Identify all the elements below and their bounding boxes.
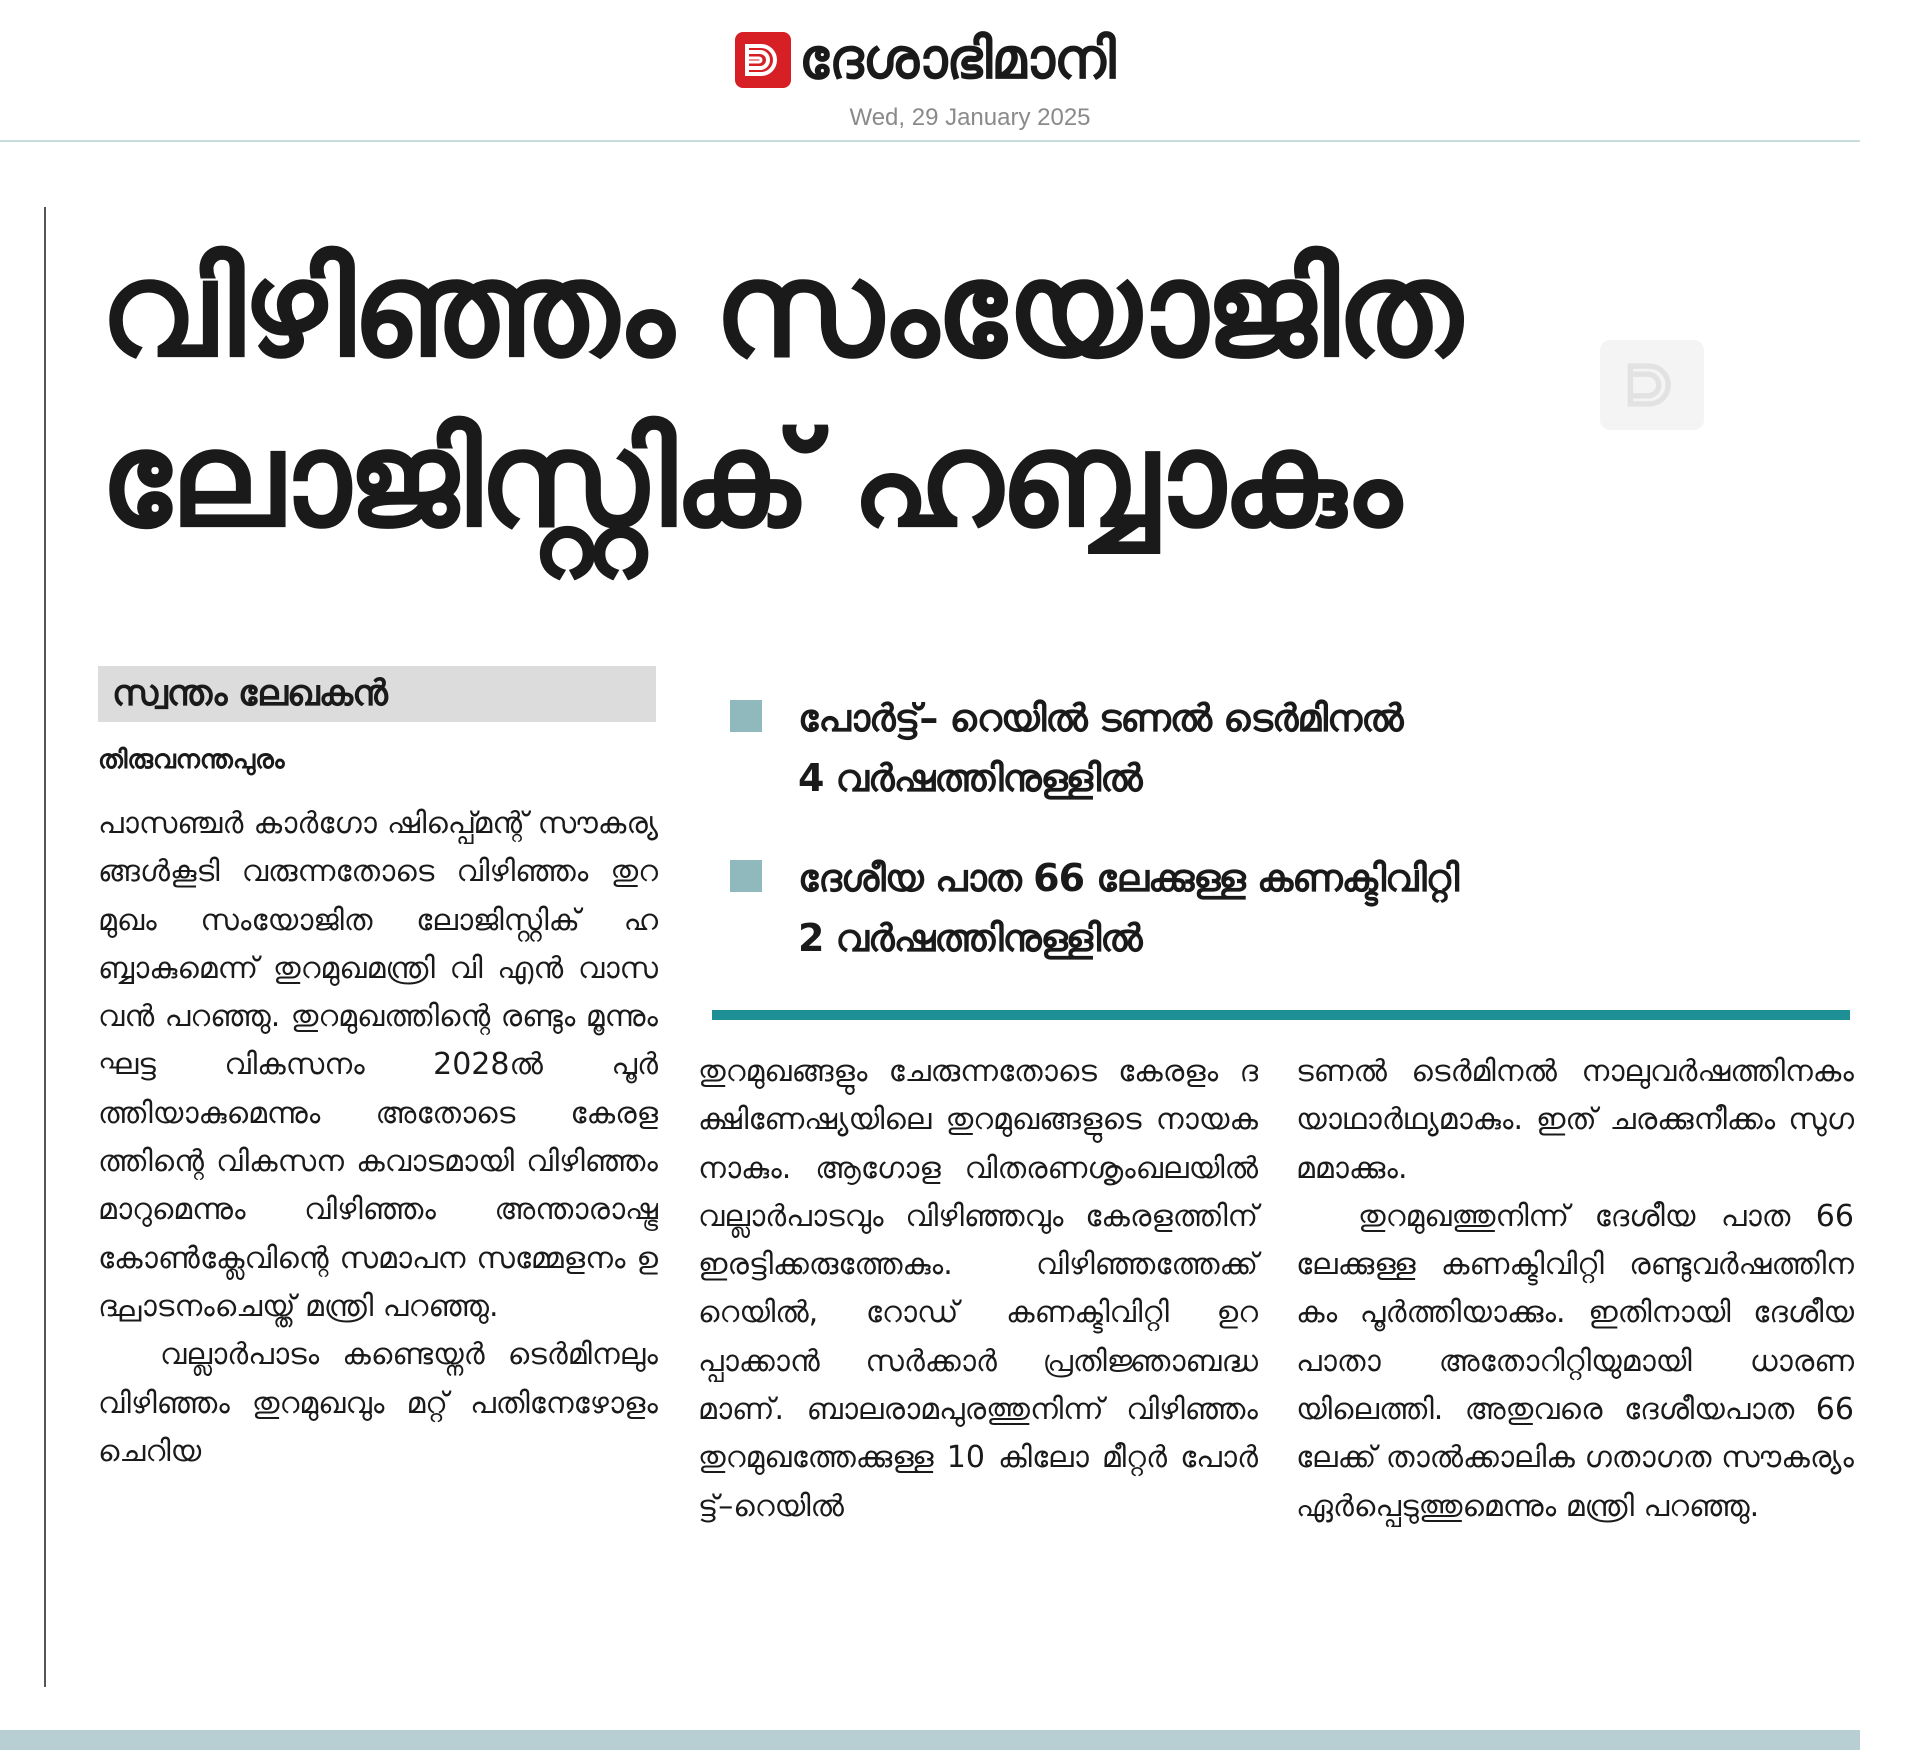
headline xyxy=(100,225,1800,565)
highlight-line: പോർട്ട്– റെയിൽ ടണൽ ടെർമിനൽ xyxy=(798,696,1403,740)
highlight-box xyxy=(730,688,1850,1008)
edition-date: Wed, 29 January 2025 xyxy=(849,104,1091,131)
logo-mark-icon xyxy=(735,32,791,88)
watermark-logo-icon xyxy=(1600,340,1704,430)
dateline: തിരുവനന്തപുരം xyxy=(98,745,285,775)
bottom-band xyxy=(0,1730,1860,1750)
headline-line-1: വിഴിഞ്ഞം സംയോജിത xyxy=(100,233,1459,387)
headline-line-2: ലോജിസ്റ്റിക് ഹബ്ബാകും xyxy=(100,403,1399,557)
highlight-item xyxy=(730,848,1850,968)
masthead xyxy=(0,0,1860,142)
highlight-item xyxy=(730,688,1850,808)
article-column-1 xyxy=(98,800,658,1476)
newspaper-logo[interactable] xyxy=(735,28,1115,92)
article-column-2 xyxy=(698,1048,1258,1531)
paragraph: തുറമുഖങ്ങളും ചേരുന്നതോടെ കേരളം ദക്ഷിണേഷ്യയിലെ തുറമുഖങ്ങളുടെ നായകനാകും. ആഗോള വിതരണശൃംഖലയിൽ വല്ലാർപാടവും വിഴിഞ്ഞവും കേരളത്തിന് ഇരട്ടിക്കരുത്തേകും. വിഴിഞ്ഞത്തേക്ക് റെയിൽ, റോഡ് കണക്ടിവിറ്റി ഉറപ്പാക്കാൻ സർക്കാർ പ്രതിജ്ഞാബദ്ധമാണ്. ബാലരാമപുരത്തുനിന്ന് വിഴിഞ്ഞം തുറമുഖത്തേക്കുള്ള 10 കിലോ മീറ്റർ പോർട്ട്–റെയിൽ xyxy=(698,1054,1258,1524)
paragraph: ടണൽ ടെർമിനൽ നാലുവർഷത്തിനകം യാഥാർഥ്യമാകും. ഇത് ചരക്കുനീക്കം സുഗമമാക്കും. xyxy=(1296,1054,1854,1186)
paragraph: വല്ലാർപാടം കണ്ടെയ്നർ ടെർമിനലും വിഴിഞ്ഞം തുറമുഖവും മറ്റ് പതിനേഴോളം ചെറിയ xyxy=(98,1337,658,1469)
logo-wordmark: ദേശാഭിമാനി xyxy=(799,27,1115,92)
byline: സ്വന്തം ലേഖകൻ xyxy=(98,666,656,722)
square-bullet-icon xyxy=(730,700,762,732)
article-column-3 xyxy=(1296,1048,1854,1531)
paragraph: പാസഞ്ചർ കാർഗോ ഷിപ്പ്മെന്റ് സൗകര്യങ്ങൾകൂടി വരുന്നതോടെ വിഴിഞ്ഞം തുറമുഖം സംയോജിത ലോജിസ്റ്റിക് ഹബ്ബാകുമെന്ന് തുറമുഖമന്ത്രി വി എൻ വാസവൻ പറഞ്ഞു. തുറമുഖത്തിന്റെ രണ്ടും മൂന്നും ഘട്ട വികസനം 2028ൽ പൂർത്തിയാകുമെന്നും അതോടെ കേരളത്തിന്റെ വികസന കവാടമായി വിഴിഞ്ഞം മാറുമെന്നും വിഴിഞ്ഞം അന്താരാഷ്ട്ര കോൺക്ലേവിന്റെ സമാപന സമ്മേളനം ഉദ്ഘാടനംചെയ്ത് മന്ത്രി പറഞ്ഞു. xyxy=(98,806,658,1324)
section-divider xyxy=(712,1010,1850,1020)
square-bullet-icon xyxy=(730,860,762,892)
left-column-rule xyxy=(44,207,46,1687)
paragraph: തുറമുഖത്തുനിന്ന് ദേശീയ പാത 66ലേക്കുള്ള കണക്ടിവിറ്റി രണ്ടുവർഷത്തിനകം പൂർത്തിയാക്കും. ഇതിനായി ദേശീയപാതാ അതോറിറ്റിയുമായി ധാരണയിലെത്തി. അതുവരെ ദേശീയപാത 66 ലേക്ക് താൽക്കാലിക ഗതാഗത സൗകര്യം ഏർപ്പെടുത്തുമെന്നും മന്ത്രി പറഞ്ഞു. xyxy=(1296,1198,1854,1524)
highlight-line: ദേശീയ പാത 66 ലേക്കുള്ള കണക്ടിവിറ്റി xyxy=(798,856,1459,900)
highlight-line: 2 വർഷത്തിനുള്ളിൽ xyxy=(798,916,1142,960)
highlight-line: 4 വർഷത്തിനുള്ളിൽ xyxy=(798,756,1142,800)
